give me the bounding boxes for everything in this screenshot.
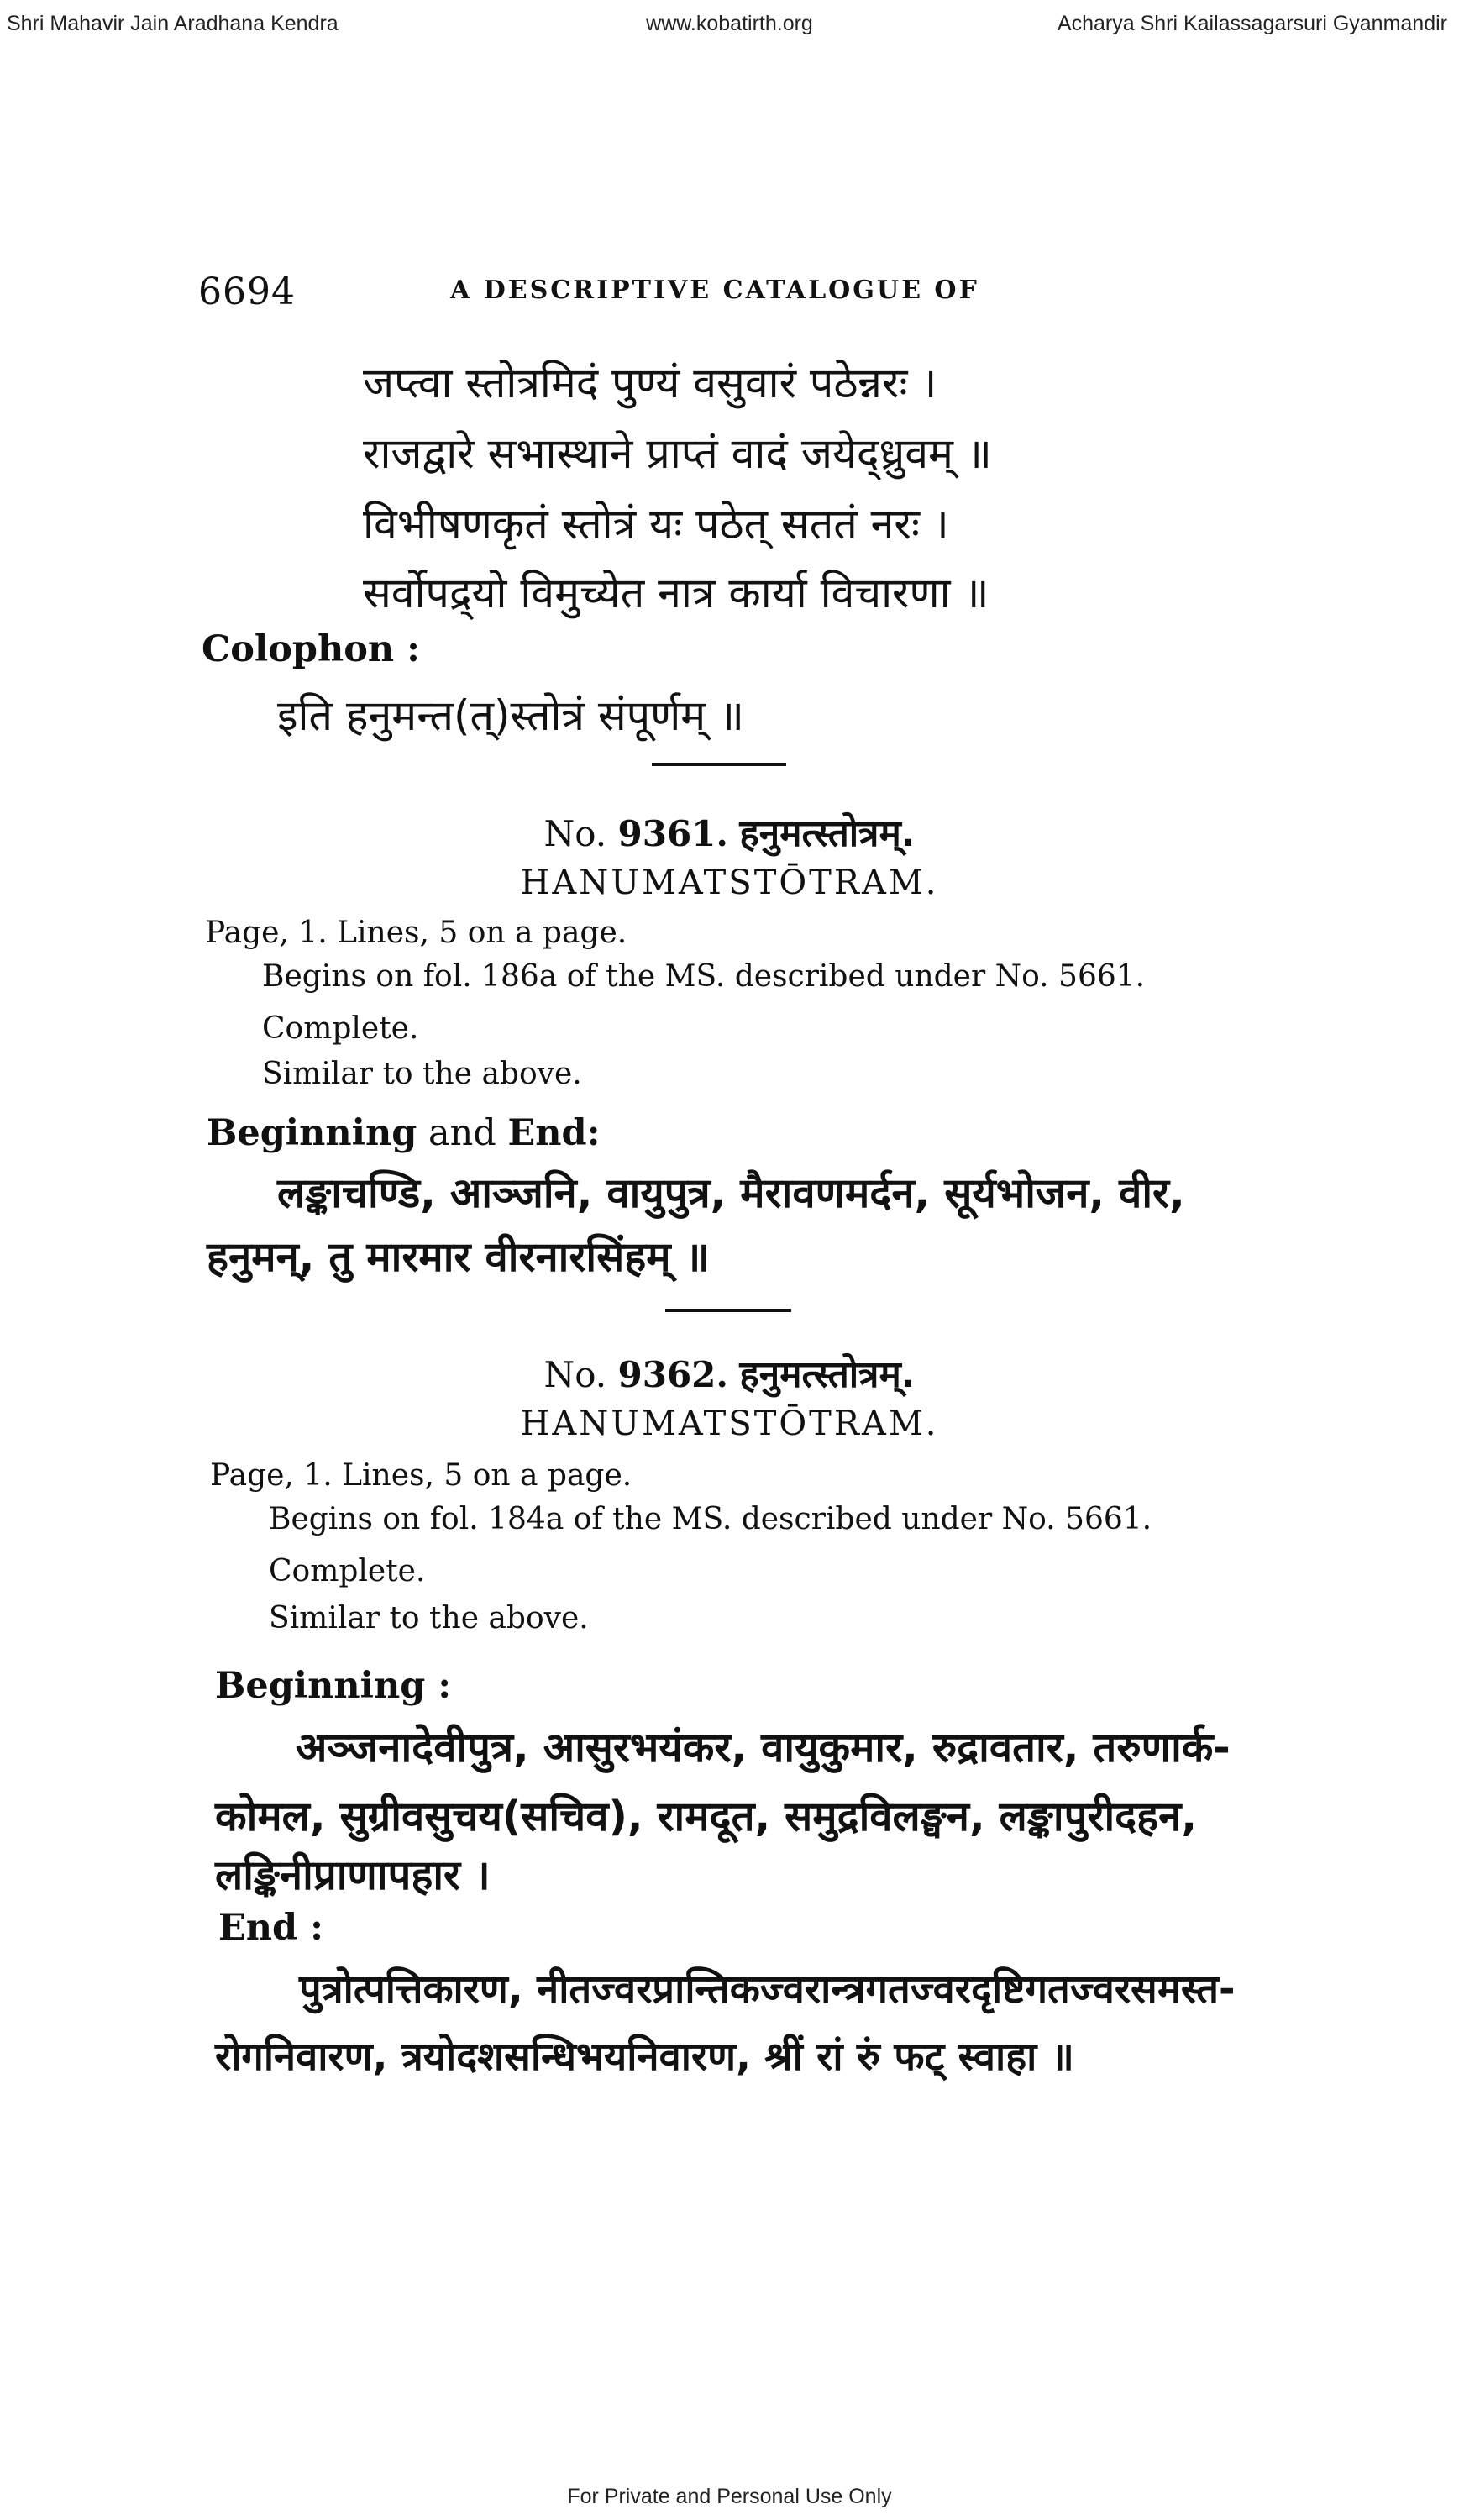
- entry-9361-page-lines: Page, 1. Lines, 5 on a page.: [205, 916, 627, 950]
- entry-9362-number: 9362.: [617, 1354, 729, 1395]
- footer-notice: For Private and Personal Use Only: [567, 2485, 892, 2508]
- entry-9361-label-beginning: Beginning: [207, 1112, 417, 1154]
- entry-9361-label-end: End:: [507, 1112, 601, 1154]
- header-center-url: www.kobatirth.org: [646, 12, 813, 35]
- entry-9362-end-line-2: रोगनिवारण, त्रयोदशसन्धिभयनिवारण, श्रीं रां रुं फट् स्वाहा ॥: [215, 2034, 1074, 2080]
- entry-9361-text-line-2: हनुमन्, तु मारमार वीरनारसिंहम् ॥: [207, 1233, 710, 1281]
- verse-line-2: राजद्वारे सभास्थाने प्राप्तं वादं जयेद्ध्रुवम् ॥: [363, 429, 992, 478]
- header-left-text: Shri Mahavir Jain Aradhana Kendra: [7, 12, 339, 35]
- entry-9362-beginning-line-3: लङ्किनीप्राणापहार ।: [215, 1851, 491, 1899]
- section-divider-2: [665, 1309, 791, 1312]
- entry-9362-begins: Begins on fol. 184a of the MS. described under No. 5661.: [269, 1502, 1152, 1536]
- entry-9361-beginning-end-label: [207, 1112, 600, 1154]
- entry-9362-beginning-line-1: अञ्जनादेवीपुत्र, आसुरभयंकर, वायुकुमार, रुद्रावतार, तरुणार्क-: [296, 1724, 1231, 1772]
- entry-9362-devanagari-title: हनुमत्स्तोत्रम्.: [739, 1353, 916, 1396]
- section-divider-1: [652, 763, 786, 766]
- entry-9361-title: HANUMATSTŌTRAM.: [520, 864, 939, 902]
- entry-9361-begins: Begins on fol. 186a of the MS. described under No. 5661.: [262, 959, 1146, 994]
- entry-9361-no-prefix: No.: [543, 813, 607, 854]
- running-title: A DESCRIPTIVE CATALOGUE OF: [450, 276, 979, 305]
- header-right-text: Acharya Shri Kailassagarsuri Gyanmandir: [1057, 12, 1447, 35]
- entry-9362-heading: [0, 1347, 1459, 1398]
- page-number: 6694: [198, 270, 296, 313]
- entry-9361-text-line-1: लङ्काचण्डि, आञ्जनि, वायुपुत्र, मैरावणमर्दन, सूर्यभोजन, वीर,: [277, 1169, 1185, 1217]
- entry-9362-no-prefix: No.: [543, 1354, 607, 1395]
- entry-9362-end-line-1: पुत्रोत्पत्तिकारण, नीतज्वरप्रान्तिकज्वरान्त्रगतज्वरदृष्टिगतज्वरसमस्त-: [299, 1966, 1236, 2013]
- colophon-label: Colophon :: [202, 628, 421, 670]
- verse-line-4: सर्वोपद्र्यो विमुच्येत नात्र कार्या विचारणा ॥: [363, 569, 989, 617]
- entry-9361-label-and: and: [417, 1112, 508, 1154]
- colophon-text: इति हनुमन्त(त्)स्तोत्रं संपूर्णम् ॥: [277, 691, 744, 740]
- verse-line-3: विभीषणकृतं स्तोत्रं यः पठेत् सततं नरः ।: [363, 500, 949, 549]
- entry-9361-heading: [0, 806, 1459, 857]
- entry-9362-similar: Similar to the above.: [269, 1601, 589, 1635]
- entry-9361-number: 9361.: [617, 813, 729, 854]
- entry-9362-end-label: End :: [218, 1907, 323, 1949]
- entry-9362-title: HANUMATSTŌTRAM.: [520, 1404, 939, 1443]
- entry-9362-page-lines: Page, 1. Lines, 5 on a page.: [210, 1458, 632, 1493]
- entry-9362-beginning-label: Beginning :: [215, 1665, 452, 1707]
- entry-9362-beginning-line-2: कोमल, सुग्रीवसुचय(सचिव), रामदूत, समुद्रविलङ्घन, लङ्कापुरीदहन,: [215, 1793, 1197, 1840]
- entry-9361-similar: Similar to the above.: [262, 1057, 582, 1091]
- entry-9361-complete: Complete.: [262, 1011, 419, 1046]
- verse-line-1: जप्त्वा स्तोत्रमिदं पुण्यं वसुवारं पठेन्नरः ।: [363, 359, 937, 407]
- entry-9362-complete: Complete.: [269, 1554, 426, 1588]
- entry-9361-devanagari-title: हनुमत्स्तोत्रम्.: [739, 812, 916, 855]
